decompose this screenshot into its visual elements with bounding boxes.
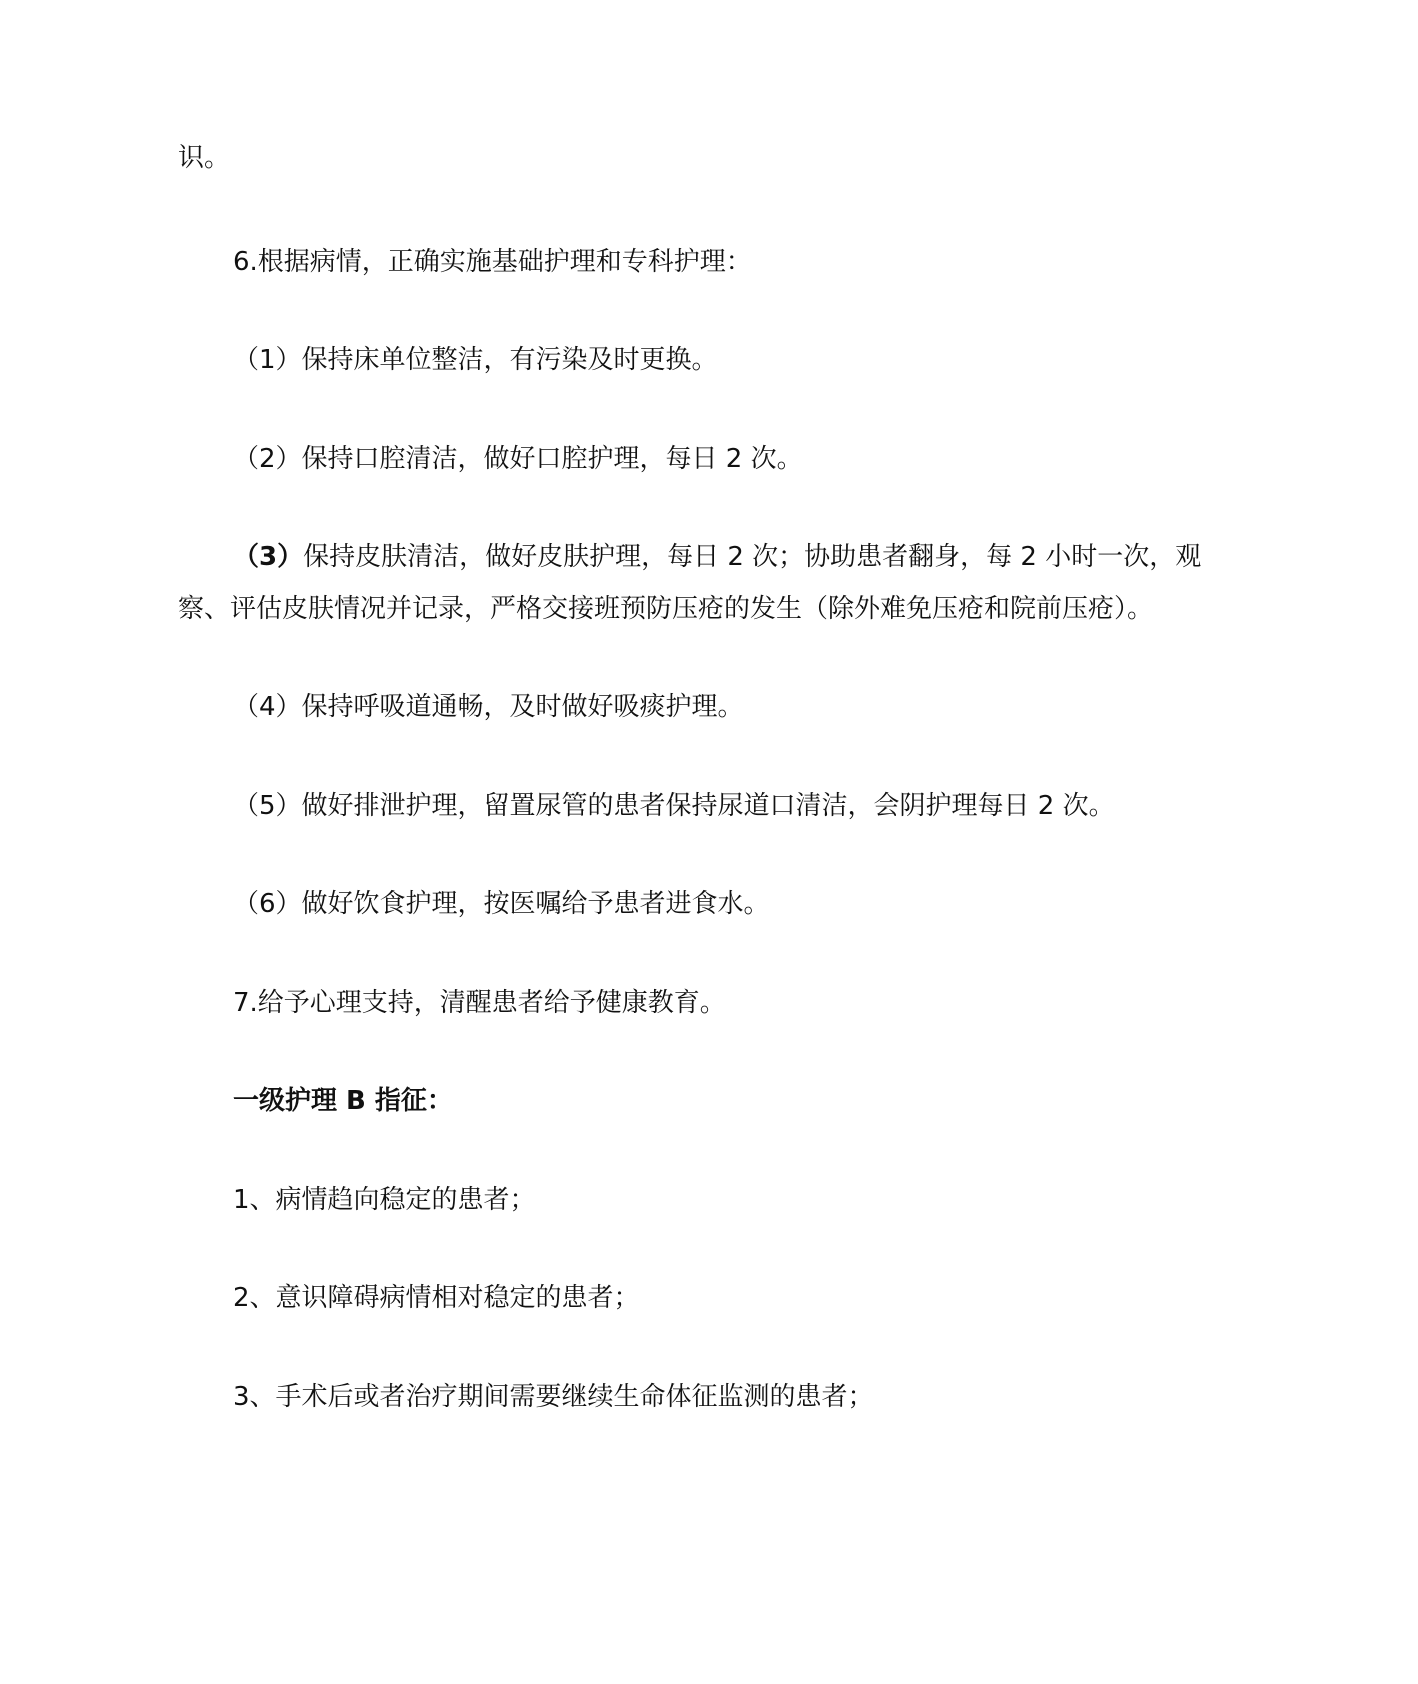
subitem-4-airway: （4）保持呼吸道通畅，及时做好吸痰护理。 bbox=[233, 692, 744, 722]
subitem-1-bed: （1）保持床单位整洁，有污染及时更换。 bbox=[233, 345, 718, 375]
subitem-3-label: （3） bbox=[233, 542, 304, 572]
subitem-2-oral: （2）保持口腔清洁，做好口腔护理，每日 2 次。 bbox=[233, 444, 803, 474]
subitem-3-skin bbox=[233, 542, 1201, 572]
item-6-basic-care: 6.根据病情，正确实施基础护理和专科护理： bbox=[233, 247, 752, 277]
indication-1: 1、病情趋向稳定的患者； bbox=[233, 1185, 536, 1215]
item-7-psych-support: 7.给予心理支持，清醒患者给予健康教育。 bbox=[233, 988, 726, 1018]
subitem-6-diet: （6）做好饮食护理，按医嘱给予患者进食水。 bbox=[233, 889, 770, 919]
subitem-5-excretion: （5）做好排泄护理，留置尿管的患者保持尿道口清洁，会阴护理每日 2 次。 bbox=[233, 791, 1115, 821]
subitem-3-continuation: 察、评估皮肤情况并记录，严格交接班预防压疮的发生（除外难免压疮和院前压疮）。 bbox=[178, 594, 1154, 624]
section-heading-level1-b: 一级护理 B 指征： bbox=[233, 1086, 453, 1116]
indication-3: 3、手术后或者治疗期间需要继续生命体征监测的患者； bbox=[233, 1382, 874, 1412]
paragraph-continuation: 识。 bbox=[178, 143, 231, 173]
indication-2: 2、意识障碍病情相对稳定的患者； bbox=[233, 1283, 640, 1313]
subitem-3-text: 保持皮肤清洁，做好皮肤护理，每日 2 次；协助患者翻身，每 2 小时一次，观 bbox=[303, 542, 1202, 572]
